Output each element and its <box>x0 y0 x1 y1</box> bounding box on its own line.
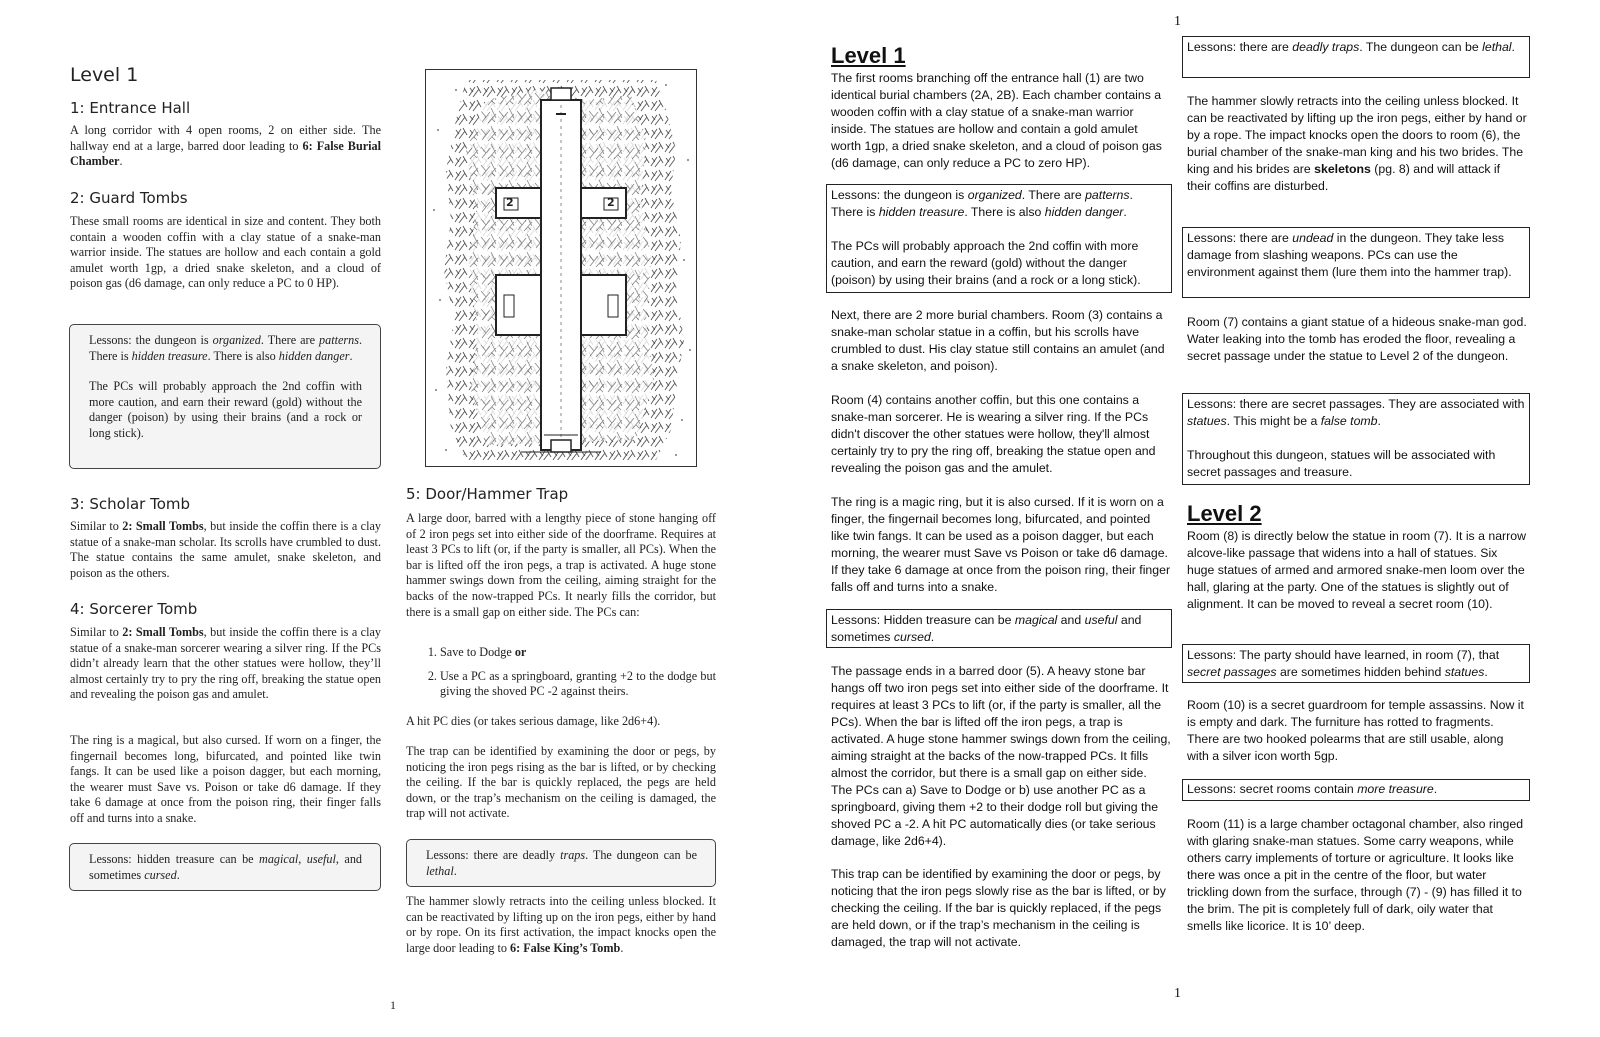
lessons-organized-text: Lessons: the dungeon is organized. There are patterns. There is hidden treasure. There is also hidden danger. <box>89 333 362 363</box>
dungeon-map <box>425 69 697 467</box>
right-hammer-retract-text: The hammer slowly retracts into the ceiling unless blocked. It can be reactivated by lifting up the iron pegs, either by hand or by a rope. The impact knocks open the doors to room (6), the burial chamber of the snake-man king and his two brides. The king and his brides are skeletons (pg. 8) and will attack if their coffins are disturbed. <box>1187 94 1527 193</box>
right-page-number-top: 1 <box>1174 14 1181 29</box>
right-lessons-coffin-text: The PCs will probably approach the 2nd coffin with more caution, and earn the reward (gold) without the danger (poison) by using their brains (and a rock or a long stick). <box>831 239 1141 287</box>
right-level-1-title: Level 1 <box>831 43 906 68</box>
lessons-box-organized <box>69 324 381 469</box>
heading-sorcerer-tomb: 4: Sorcerer Tomb <box>70 600 198 618</box>
heading-scholar-tomb: 3: Scholar Tomb <box>70 495 191 513</box>
trap-option-springboard: 2. Use a PC as a springboard, granting +2 to the dodge but giving the shoved PC -2 against theirs. <box>440 669 716 700</box>
ring-curse-text: The ring is a magical, but also cursed. If worn on a finger, the fingernail becomes long, bifurcated, and pointed like twin fangs. It can be used like a poison dagger, but each morning, the wearer must Save vs. Poison or take d6 damage. If they take 6 damage at once from the poison ring, their finger falls off and turns into a snake. <box>70 733 381 825</box>
right-level-2-title: Level 2 <box>1187 501 1262 526</box>
right-lessons-box-secret-rooms <box>1182 779 1530 801</box>
entrance-hall-text: A long corridor with 4 open rooms, 2 on either side. The hallway end at a large, barred door leading to 6: False Burial Chamber. <box>70 123 381 169</box>
heading-door-hammer-trap: 5: Door/Hammer Trap <box>406 485 569 503</box>
lessons-coffin-text: The PCs will probably approach the 2nd coffin with more caution, and earn their reward (gold) without the danger (poison) by using their brains (and a rock or long stick). <box>89 379 362 440</box>
more-chambers-text: Next, there are 2 more burial chambers. Room (3) contains a snake-man scholar statue in a coffin, but his scrolls have crumbled to dust. His clay statue still contains an amulet (and a snake skeleton, and poison). <box>831 308 1165 373</box>
right-trap-identify-text: This trap can be identified by examining the door or pegs, by noticing that the iron pegs slowly rise as the bar is lifted, or by checking the ceiling. If the bar is quickly replaced, if the pegs are held down, or if the trap’s mechanism in the ceiling is damaged, the trap will not activate. <box>831 867 1166 949</box>
room-10-text: Room (10) is a secret guardroom for temple assassins. Now it is empty and dark. The furniture has rotted to fragments. There are two hooked polearms that are still usable, along with a silver icon worth 5gp. <box>1187 698 1524 763</box>
right-lessons-box-secret <box>1182 393 1530 485</box>
right-lessons-treasure-text: Lessons: Hidden treasure can be magical and useful and sometimes cursed. <box>831 613 1142 644</box>
barred-door-text: The passage ends in a barred door (5). A heavy stone bar hangs off two iron pegs set into either side of the doorframe. It requires at least 3 PCs to lift (or, if the party is smaller, all the PCs). When the bar is lifted off the iron pegs, a trap is activated. A huge stone hammer swings down from the ceiling, aiming straight at the backs of the now-trapped PCs. It fills almost the corridor, but there is a small gap on either side. The PCs can a) Save to Dodge or b) use another PC as a springboard, giving them +2 to their dodge roll but giving the shoved PC a -2. A hit PC automatically dies (or take serious damage, like 2d6+4). <box>831 664 1171 848</box>
heading-entrance-hall: 1: Entrance Hall <box>70 99 191 117</box>
right-lessons-box-treasure <box>826 609 1172 648</box>
left-page-number: 1 <box>390 998 396 1012</box>
room-11-text: Room (11) is a large chamber octagonal chamber, also ringed with glaring snake-man statues. Some carry weapons, while others carry implements of torture or agriculture. It looks like there was once a pit in the centre of the floor, but water trickling down from the surface, through (7) - (9) has filled it to the brim. The pit is completely full of dark, oily water that smells like licorice. It is 10’ deep. <box>1187 817 1524 933</box>
left-level-title: Level 1 <box>70 64 139 86</box>
lessons-traps-text: Lessons: there are deadly traps. The dungeon can be lethal. <box>426 848 697 878</box>
lessons-treasure-text: Lessons: hidden treasure can be magical, useful, and sometimes cursed. <box>89 852 363 882</box>
right-lessons-statues-text: Throughout this dungeon, statues will be associated with secret passages and treasure. <box>1187 448 1496 479</box>
right-lessons-organized-text: Lessons: the dungeon is organized. There are patterns. There is hidden treasure. There is also hidden danger. <box>831 188 1133 219</box>
magic-ring-text: The ring is a magic ring, but it is also cursed. If it is worn on a finger, the fingernail becomes long, bifurcated, and pointed like twin fangs. It can be used as a poison dagger, but each morning, the wearer must Save vs Poison or take d6 damage. If they take 6 damage at once from the poison ring, their finger falls off and turns into a snake. <box>831 495 1171 594</box>
heading-guard-tombs: 2: Guard Tombs <box>70 189 188 207</box>
trap-identify-text: The trap can be identified by examining the door or pegs, by noticing the iron pegs rising as the bar is lifted, or by checking the ceiling. If the bar is quickly replaced, the pegs are held down, or the trap’s mechanism on the ceiling is damaged, the trap will not activate. <box>406 744 716 821</box>
right-lessons-traps-text: Lessons: there are deadly traps. The dungeon can be lethal. <box>1187 40 1515 54</box>
right-lessons-secret-text: Lessons: there are secret passages. They are associated with statues. This might be a false tomb. <box>1187 397 1525 428</box>
hammer-trap-text: A large door, barred with a lengthy piece of stone hanging off of 2 iron pegs set into either side of the doorframe. Requires at least 3 PCs to lift (or, if the party is smaller, all PCs). When the bar is lifted off the iron pegs, a trap is activated. A huge stone hammer swings down from the ceiling, aiming straight for the backs of the now-trapped PCs. It nearly fills the corridor, but there is a small gap on either side. The PCs can: <box>406 511 716 619</box>
burial-chambers-text: The first rooms branching off the entrance hall (1) are two identical burial chambers (2A, 2B). Each chamber contains a wooden coffin with a clay statue of a snake-man warrior inside. The statues are hollow and contain a gold amulet worth 1gp, a dried snake skeleton, and a cloud of poison gas (d6 damage, can only reduce a PC to zero HP). <box>831 71 1162 170</box>
right-lessons-statues-passages-text: Lessons: The party should have learned, in room (7), that secret passages are sometimes hidden behind statues. <box>1187 648 1500 679</box>
right-lessons-undead-text: Lessons: there are undead in the dungeon. They take less damage from slashing weapons. PCs can use the environment against them (lure them into the hammer trap). <box>1187 231 1512 279</box>
right-page-number-bottom: 1 <box>1174 986 1181 1001</box>
room-4-text: Room (4) contains another coffin, but this one contains a snake-man sorcerer. He is wearing a silver ring. If the PCs didn't discover the other statues were hollow, they'll almost certainly try to pry the ring off, breaking the statue open and revealing the poison gas and the amulet. <box>831 393 1156 475</box>
right-lessons-box-statues <box>1182 644 1530 683</box>
trap-options-list <box>406 645 716 708</box>
guard-tombs-text: These small rooms are identical in size and content. They both contain a wooden coffin with a clay statue of a snake-man warrior inside. The statues are hollow and each contain a gold amulet worth 1gp, a dried snake skeleton, and a cloud of poison gas (d6 damage, can only reduce a PC to 0 HP). <box>70 214 381 291</box>
lessons-box-treasure <box>69 843 381 891</box>
room-7-text: Room (7) contains a giant statue of a hideous snake-man god. Water leaking into the tomb has eroded the floor, revealing a secret passage under the statue to Level 2 of the dungeon. <box>1187 315 1527 363</box>
map-label-room-2a: 2 <box>506 196 514 209</box>
room-8-text: Room (8) is directly below the statue in room (7). It is a narrow alcove-like passage that widens into a hall of statues. Six huge statues of armed and armored snake-men loom over the hall, glaring at the party. One of the statues is slightly out of alignment. It can be moved to reveal a secret room (10). <box>1187 529 1526 611</box>
right-lessons-box-traps <box>1182 36 1530 78</box>
sorcerer-tomb-text: Similar to 2: Small Tombs, but inside the coffin there is a clay statue of a snake-man sorcerer wearing a silver ring. If the PCs didn’t already learn that the other statues were hollow, they’ll almost certainly try to pry the ring off, breaking the statue open and revealing the poison gas and amulet. <box>70 625 381 702</box>
dungeon-map-drawing <box>426 70 696 466</box>
hammer-retract-text: The hammer slowly retracts into the ceiling unless blocked. It can be reactivated by lifting up on the iron pegs, either by hand or by rope. On its first activation, the impact knocks open the large door leading to 6: False King’s Tomb. <box>406 894 716 955</box>
right-lessons-secret-rooms-text: Lessons: secret rooms contain more treasure. <box>1187 782 1438 796</box>
right-lessons-box-undead <box>1182 227 1530 298</box>
lessons-box-traps <box>406 839 716 887</box>
scholar-tomb-text: Similar to 2: Small Tombs, but inside the coffin there is a clay statue of a snake-man scholar. Its scrolls have crumbled to dust. The statue contains the same amulet, snake skeleton, and poison as the others. <box>70 519 381 580</box>
map-label-room-2b: 2 <box>607 196 615 209</box>
hit-pc-text: A hit PC dies (or takes serious damage, like 2d6+4). <box>406 714 661 728</box>
trap-option-dodge: 1. Save to Dodge or <box>440 645 716 661</box>
right-lessons-box-organized <box>826 184 1172 293</box>
